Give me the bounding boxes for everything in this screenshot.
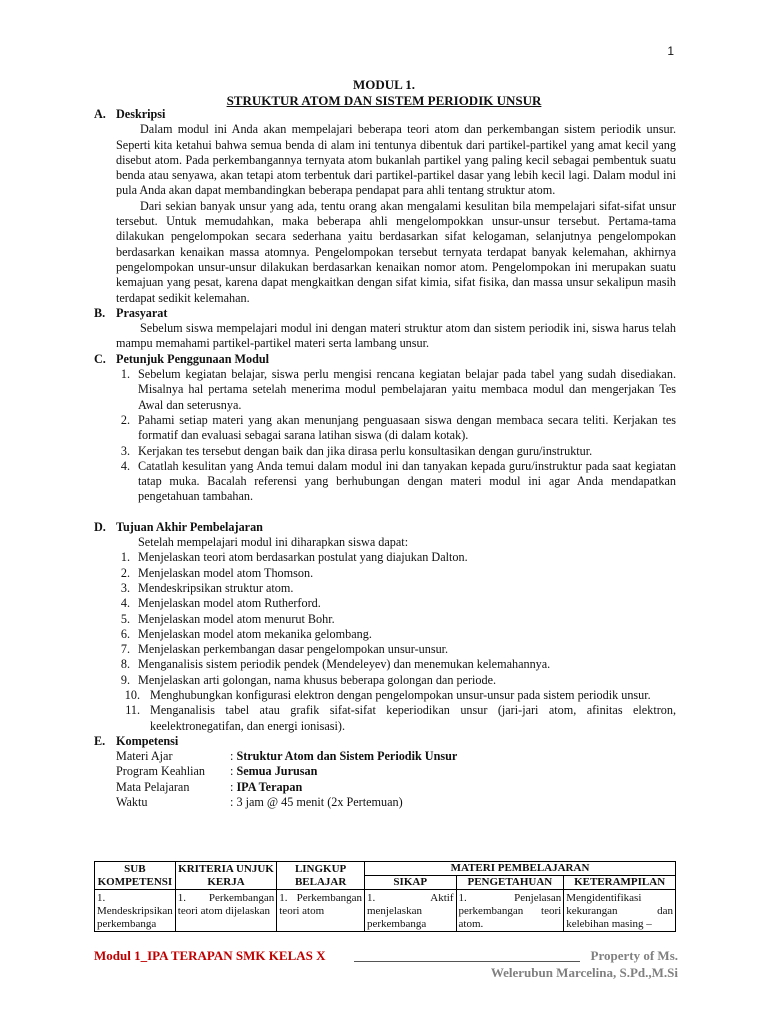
col-header-sub-kompetensi: SUB KOMPETENSI bbox=[95, 862, 176, 890]
list-number: 1. bbox=[120, 367, 130, 382]
table-cell: 1. Mendeskripsikan perkembanga bbox=[95, 890, 176, 932]
kompetensi-value: 3 jam @ 45 menit (2x Pertemuan) bbox=[236, 795, 403, 810]
footer-owner-line2: Welerubun Marcelina, S.Pd.,M.Si bbox=[490, 965, 678, 980]
kompetensi-row bbox=[94, 749, 676, 764]
col-header-materi: MATERI PEMBELAJARAN bbox=[364, 862, 675, 876]
list-item bbox=[94, 596, 676, 611]
list-item bbox=[94, 413, 676, 444]
list-text: Catatlah kesulitan yang Anda temui dalam modul ini dan tanyakan kepada guru/instruktur pada saat kegiatan tatap muka. Bacalah referensi yang berhubungan dengan materi modul ini agar Anda mendapatkan pengetahuan tambahan. bbox=[138, 458, 676, 504]
prasyarat-paragraph: Sebelum siswa mempelajari modul ini dengan materi struktur atom dan sistem periodik ini, siswa harus telah mampu memahami partikel-partikel materi serta lambang unsur. bbox=[116, 321, 676, 351]
list-number: 3. bbox=[120, 443, 130, 458]
section-title: Petunjuk Penggunaan Modul bbox=[116, 351, 270, 366]
list-item bbox=[94, 703, 676, 734]
list-text: Menjelaskan teori atom berdasarkan postulat yang diajukan Dalton. bbox=[138, 550, 468, 565]
kompetensi-key: Materi Ajar bbox=[116, 749, 173, 764]
list-number: 2. bbox=[120, 565, 130, 580]
section-letter: A. bbox=[94, 107, 106, 121]
list-item bbox=[94, 550, 676, 565]
section-title: Kompetensi bbox=[116, 733, 179, 748]
list-number: 10. bbox=[124, 687, 140, 702]
section-b-heading bbox=[94, 306, 676, 321]
section-letter: D. bbox=[94, 519, 106, 534]
col-header-pengetahuan: PENGETAHUAN bbox=[456, 876, 564, 890]
list-text: Menjelaskan model atom Thomson. bbox=[138, 565, 314, 580]
kompetensi-key: Waktu bbox=[116, 795, 148, 810]
list-item bbox=[94, 627, 676, 642]
deskripsi-paragraph-2: Dari sekian banyak unsur yang ada, tentu orang akan mengalami kesulitan bila mempelajari sifat-sifat unsur tersebut. Untuk memudahkan, maka beberapa ahli mengelompokkan unsur-unsur tersebut. Pertama-tama dilakukan pengelompokan secara sederhana yaitu berdasarkan sifat kelogaman, selanjutnya pengelompokan berdasarkan kenaikan massa atomnya. Pengelompokan tersebut ternyata terdapat banyak kelemahan, akhirnya pengelompokan unsur-unsur dilakukan berdasarkan kenaikan nomor atom. Pengelompokan ini merupakan suatu kemajuan yang pesat, karena dapat mengkaitkan dengan sifat kimia, sifat fisika, dan massa unsur sekalipun masih terdapat sedikit kelemahan. bbox=[116, 198, 676, 305]
list-text: Mendeskripsikan struktur atom. bbox=[138, 580, 294, 595]
section-d-heading bbox=[94, 520, 676, 535]
list-number: 6. bbox=[120, 626, 130, 641]
table-row bbox=[95, 890, 676, 932]
kompetensi-sep: : bbox=[230, 749, 234, 764]
section-a-heading bbox=[94, 107, 676, 122]
kompetensi-key: Program Keahlian bbox=[116, 764, 206, 779]
tujuan-intro: Setelah mempelajari modul ini diharapkan siswa dapat: bbox=[138, 535, 409, 550]
table-cell: Mengidentifikasi kekurangan dan kelebihan masing – bbox=[564, 890, 676, 932]
kompetensi-value: Semua Jurusan bbox=[236, 764, 318, 779]
list-number: 5. bbox=[120, 611, 130, 626]
spacer bbox=[94, 505, 676, 520]
list-item bbox=[94, 612, 676, 627]
document-body bbox=[94, 107, 676, 810]
list-text: Menjelaskan perkembangan dasar pengelompokan unsur-unsur. bbox=[138, 642, 449, 657]
list-number: 1. bbox=[120, 550, 130, 565]
kompetensi-value: IPA Terapan bbox=[236, 779, 303, 794]
kompetensi-table bbox=[94, 861, 676, 932]
kompetensi-sep: : bbox=[230, 795, 234, 810]
list-text: Menjelaskan model atom mekanika gelombang. bbox=[138, 626, 372, 641]
list-number: 8. bbox=[120, 657, 130, 672]
list-item bbox=[94, 657, 676, 672]
list-text: Sebelum kegiatan belajar, siswa perlu mengisi rencana kegiatan belajar pada tabel yang sudah disediakan. Misalnya hal pertama setelah menerima modul pembelajaran yaitu membaca modul dan mengerjakan Tes Awal dan seterusnya. bbox=[138, 367, 676, 412]
footer-divider bbox=[354, 961, 580, 962]
section-letter: C. bbox=[94, 351, 106, 366]
footer-module-label: Modul 1_IPA TERAPAN SMK KELAS X bbox=[94, 948, 326, 963]
list-number: 7. bbox=[120, 642, 130, 657]
list-number: 4. bbox=[120, 596, 130, 611]
section-c-heading bbox=[94, 352, 676, 367]
list-number: 9. bbox=[120, 672, 130, 687]
section-letter: E. bbox=[94, 733, 106, 748]
list-text: Menjelaskan model atom Rutherford. bbox=[138, 596, 321, 611]
col-header-lingkup: LINGKUP BELAJAR bbox=[277, 862, 365, 890]
list-item bbox=[94, 566, 676, 581]
list-text: Menganalisis tabel atau grafik sifat-sifat keperiodikan unsur (jari-jari atom, afinitas elektron, keelektronegatifan, dan energi ionisasi). bbox=[150, 703, 676, 733]
footer-owner-line1: Property of Ms. bbox=[590, 948, 678, 963]
col-header-keterampilan: KETERAMPILAN bbox=[564, 876, 676, 890]
kompetensi-row bbox=[94, 780, 676, 795]
list-text: Menganalisis sistem periodik pendek (Mendeleyev) dan menemukan kelemahannya. bbox=[138, 657, 551, 672]
kompetensi-value: Struktur Atom dan Sistem Periodik Unsur bbox=[236, 749, 458, 764]
list-number: 11. bbox=[125, 703, 140, 718]
module-title: MODUL 1. bbox=[352, 77, 416, 92]
list-text: Kerjakan tes tersebut dengan baik dan jika dirasa perlu konsultasikan dengan guru/instruktur. bbox=[138, 443, 593, 458]
col-header-kriteria: KRITERIA UNJUK KERJA bbox=[175, 862, 276, 890]
list-item bbox=[94, 673, 676, 688]
list-item bbox=[94, 688, 676, 703]
list-text: Menjelaskan arti golongan, nama khusus beberapa golongan dan periode. bbox=[138, 672, 497, 687]
deskripsi-paragraph-1: Dalam modul ini Anda akan mempelajari beberapa teori atom dan perkembangan sistem periodik unsur. Seperti kita ketahui bahwa semua benda di alam ini tentunya dibentuk dari partikel-partikel yang amat kecil yang disebut atom. Pada perkembangannya ternyata atom bukanlah partikel yang paling kecil sebagai pembentuk suatu benda atau senyawa, akan tetapi atom terbentuk dari partikel-partikel dasar yang lebih kecil lagi. Dalam modul ini pula Anda akan dapat membandingkan beberapa pendapat para ahli tentang struktur atom. bbox=[116, 122, 676, 198]
list-item bbox=[94, 581, 676, 596]
kompetensi-key: Mata Pelajaran bbox=[116, 779, 190, 794]
list-text: Menghubungkan konfigurasi elektron dengan pengelompokan unsur-unsur pada sistem periodik unsur. bbox=[150, 687, 651, 702]
list-number: 4. bbox=[120, 458, 130, 473]
list-item bbox=[94, 444, 676, 459]
table-header-row bbox=[95, 862, 676, 876]
section-title: Tujuan Akhir Pembelajaran bbox=[116, 519, 263, 534]
table-cell: 1. Aktif menjelaskan perkembanga bbox=[364, 890, 456, 932]
list-number: 3. bbox=[120, 580, 130, 595]
kompetensi-sep: : bbox=[230, 779, 234, 794]
list-text: Pahami setiap materi yang akan menunjang penguasaan siswa dengan membaca secara teliti. Kerjakan tes formatif dan evaluasi sebagai sarana latihan siswa (di dalam kotak). bbox=[138, 412, 676, 443]
list-item bbox=[94, 642, 676, 657]
tujuan-list bbox=[94, 550, 676, 734]
col-header-sikap: SIKAP bbox=[364, 876, 456, 890]
kompetensi-row bbox=[94, 764, 676, 779]
petunjuk-list bbox=[94, 367, 676, 505]
section-title: Prasyarat bbox=[116, 305, 168, 320]
table-cell: 1. Perkembangan teori atom dijelaskan bbox=[175, 890, 276, 932]
kompetensi-sep: : bbox=[230, 764, 234, 779]
section-letter: B. bbox=[94, 305, 106, 320]
list-item bbox=[94, 459, 676, 505]
module-subtitle: STRUKTUR ATOM DAN SISTEM PERIODIK UNSUR bbox=[226, 93, 542, 108]
list-text: Menjelaskan model atom menurut Bohr. bbox=[138, 611, 335, 626]
list-item bbox=[94, 367, 676, 413]
section-title: Deskripsi bbox=[116, 107, 166, 121]
section-e-heading bbox=[94, 734, 676, 749]
table-cell: 1. Penjelasan perkembangan teori atom. bbox=[456, 890, 564, 932]
list-number: 2. bbox=[120, 412, 130, 427]
table-cell: 1. Perkembangan teori atom bbox=[277, 890, 365, 932]
kompetensi-row bbox=[94, 795, 676, 810]
page-number: 1 bbox=[667, 44, 674, 58]
